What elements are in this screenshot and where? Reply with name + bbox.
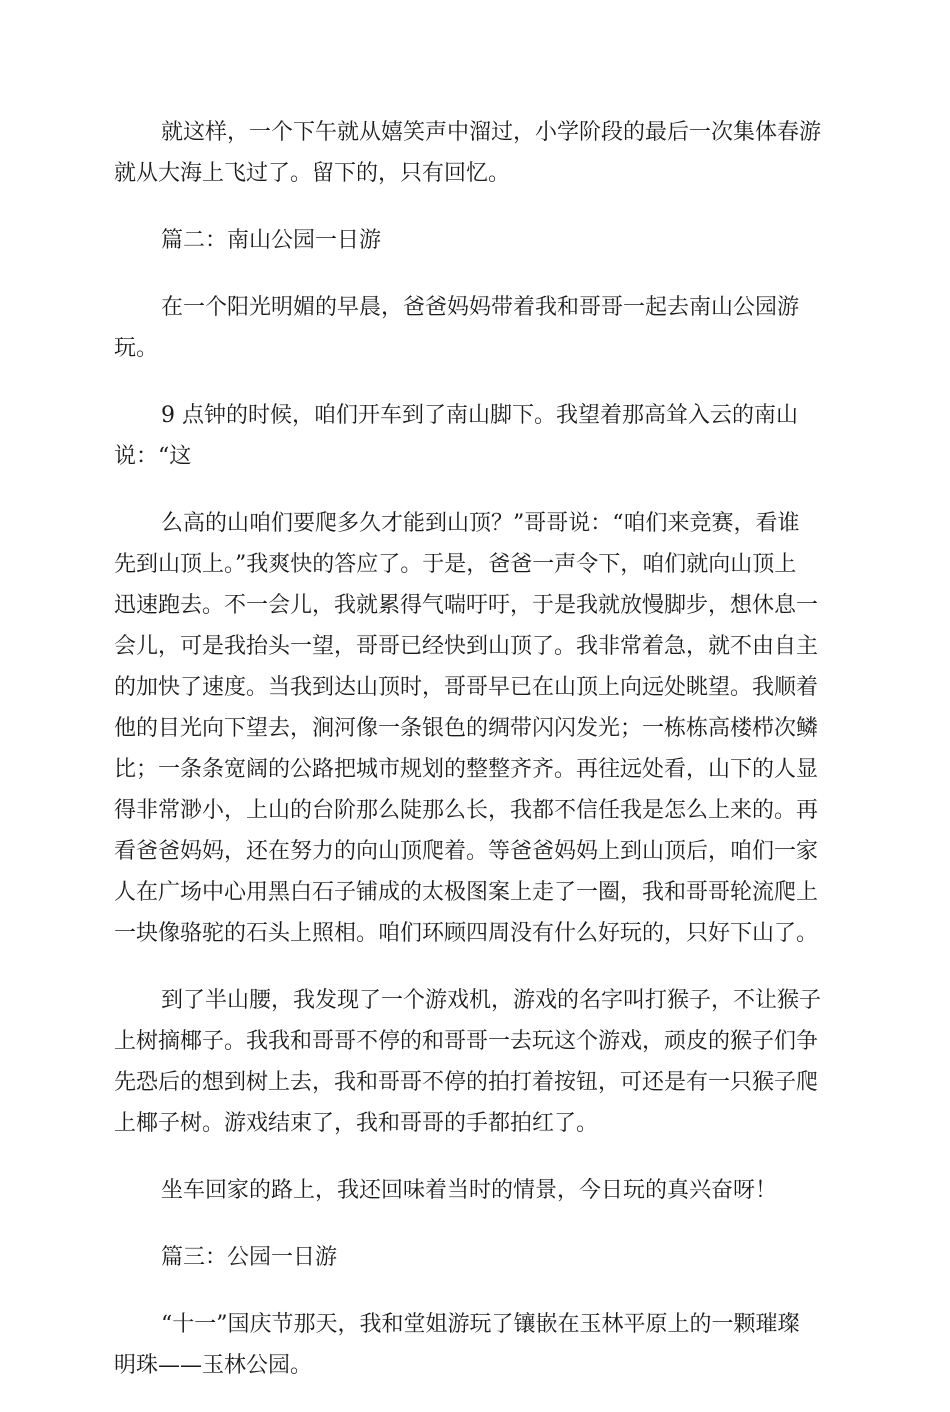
text-line: 迅速跑去。不一会儿，我就累得气喘吁吁，于是我就放慢脚步，想休息一: [114, 593, 819, 618]
section-heading-part-two: [114, 220, 834, 261]
text-line: 么高的山咱们要爬多久才能到山顶？”哥哥说：“咱们来竞赛，看谁: [161, 511, 800, 536]
text-line: 先到山顶上。”我爽快的答应了。于是，爸爸一声令下，咱们就向山顶上: [114, 552, 797, 577]
paragraph-spring-outing-end: [114, 112, 834, 194]
text-line: 坐车回家的路上，我还回味着当时的情景，今日玩的真兴奋呀！: [161, 1178, 778, 1203]
text-line: 就从大海上飞过了。留下的，只有回忆。: [114, 161, 511, 186]
text-line: 他的目光向下望去，涧河像一条银色的绸带闪闪发光；一栋栋高楼栉次鳞: [114, 716, 819, 741]
paragraph-nine-oclock: [114, 395, 834, 477]
text-line: 上椰子树。游戏结束了，我和哥哥的手都拍红了。: [114, 1111, 599, 1136]
paragraph-morning: [114, 287, 834, 369]
text-line: 玩。: [114, 336, 159, 361]
text-line: 说：“这: [114, 444, 192, 469]
paragraph-game-machine: [114, 980, 834, 1144]
text-line: 人在广场中心用黑白石子铺成的太极图案上走了一圈，我和哥哥轮流爬上: [114, 880, 819, 905]
section-heading-part-three: [114, 1237, 834, 1278]
text-line: 上树摘椰子。我我和哥哥不停的和哥哥一去玩这个游戏，顽皮的猴子们争: [114, 1029, 819, 1054]
document-page: [114, 112, 834, 1412]
paragraph-ride-home: [114, 1170, 834, 1211]
text-line: 篇三：公园一日游: [161, 1245, 338, 1270]
text-line: 看爸爸妈妈，还在努力的向山顶爬着。等爸爸妈妈上到山顶后，咱们一家: [114, 839, 819, 864]
text-line: 先恐后的想到树上去，我和哥哥不停的拍打着按钮，可还是有一只猴子爬: [114, 1070, 819, 1095]
text-line: 明珠——玉林公园。: [114, 1353, 313, 1378]
text-line: 得非常渺小，上山的台阶那么陡那么长，我都不信任我是怎么上来的。再: [114, 798, 819, 823]
text-line: 会儿，可是我抬头一望，哥哥已经快到山顶了。我非常着急，就不由自主: [114, 634, 819, 659]
text-line: 到了半山腰，我发现了一个游戏机，游戏的名字叫打猴子，不让猴子: [161, 988, 822, 1013]
paragraph-national-day: [114, 1304, 834, 1386]
text-line: 一块像骆驼的石头上照相。咱们环顾四周没有什么好玩的，只好下山了。: [114, 921, 819, 946]
text-line: 就这样，一个下午就从嬉笑声中溜过，小学阶段的最后一次集体春游: [161, 120, 822, 145]
text-line: “十一”国庆节那天，我和堂姐游玩了镶嵌在玉林平原上的一颗璀璨: [161, 1312, 800, 1337]
text-line: 篇二：南山公园一日游: [161, 228, 382, 253]
text-line: 9 点钟的时候，咱们开车到了南山脚下。我望着那高耸入云的南山: [161, 403, 798, 428]
text-line: 在一个阳光明媚的早晨，爸爸妈妈带着我和哥哥一起去南山公园游: [161, 295, 800, 320]
paragraph-climb-race: [114, 503, 834, 954]
text-line: 比；一条条宽阔的公路把城市规划的整整齐齐。再往远处看，山下的人显: [114, 757, 819, 782]
text-line: 的加快了速度。当我到达山顶时，哥哥早已在山顶上向远处眺望。我顺着: [114, 675, 819, 700]
